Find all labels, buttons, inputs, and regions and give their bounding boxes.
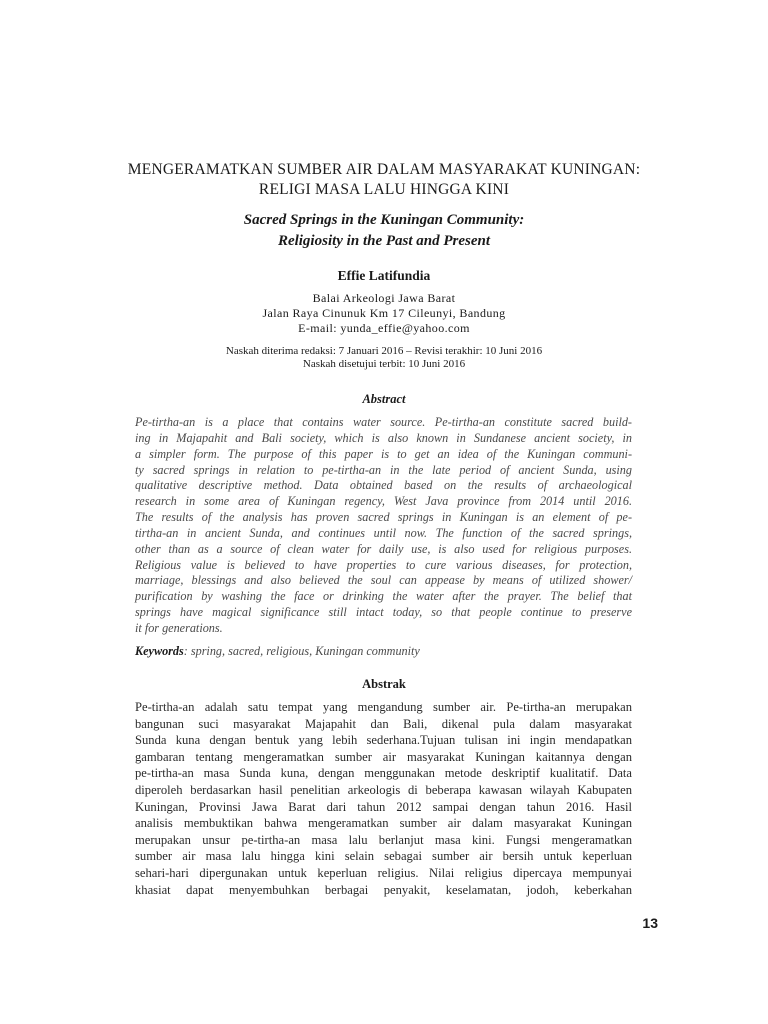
author-name: Effie Latifundia [337,268,431,283]
manuscript-dates [100,345,668,371]
approved-date: Naskah disetujui terbit: 10 Juni 2016 [302,358,466,370]
subtitle-line-2: Religiosity in the Past and Present [277,233,491,249]
affiliation-email: E-mail: yunda_effie@yahoo.com [298,321,470,335]
abstrak-line: analisis membuktikan bahwa mengeramatkan sumber air dalam masyarakat Kuningan [135,816,632,831]
abstrak-body [135,699,632,898]
abstract-line: ing in Majapahit and Bali society, which is also known in Sundanese ancient society, in [135,430,632,445]
abstrak-line: Pe-tirtha-an adalah satu tempat yang mengandung sumber air. Pe-tirtha-an merupakan [135,700,632,714]
abstract-line: The results of the analysis has proven sacred springs in Kuningan is an element of pe- [135,510,632,525]
abstrak-line: gambaran tentang mengeramatkan sumber air masyarakat Kuningan kaitannya dengan [135,749,632,764]
affiliation-address: Jalan Raya Cinunuk Km 17 Cileunyi, Bandung [262,306,506,320]
abstract-heading: Abstract [362,392,406,406]
received-date: Naskah diterima redaksi: 7 Januari 2016 – Revisi terakhir: 10 Juni 2016 [225,345,543,357]
page-number: 13 [642,915,658,931]
abstrak-line: bangunan suci masyarakat Majapahit dan Bali, dikenal pula dalam masyarakat [135,716,632,731]
abstract-line: qualitative descriptive method. Data obtained based on the results of archaeological [135,478,632,493]
abstrak-line: pe-tirtha-an masa Sunda kuna, dengan menggunakan metode deskriptif kualitatif. Data [135,766,632,781]
abstrak-line: diperoleh berdasarkan hasil penelitian arkeologis di beberapa kawasan wilayah Kabupaten [135,782,632,797]
abstract-line: Pe-tirtha-an is a place that contains water source. Pe-tirtha-an constitute sacred build- [135,415,632,429]
author-affiliation [100,291,668,336]
article-title [100,160,668,200]
abstract-line: marriage, blessings and also believed the soul can appease by means of utilized shower/ [135,573,632,588]
abstrak-line: khasiat dapat menyembuhkan berbagai penyakit, keselamatan, jodoh, keberkahan [135,882,632,897]
abstract-body [135,415,632,637]
abstract-line: Religious value is believed to have properties to cure various diseases, for protection, [135,557,632,572]
abstrak-line: sumber air masa lalu hingga kini selain sebagai sumber air bersih untuk keperluan [135,849,632,864]
abstrak-heading: Abstrak [362,677,406,691]
title-line-2: RELIGI MASA LALU HINGGA KINI [258,181,510,198]
abstract-line: springs have magical significance still intact today, so that people continue to preserve [135,605,632,620]
title-line-1: MENGERAMATKAN SUMBER AIR DALAM MASYARAKAT KUNINGAN: [127,161,641,178]
abstract-line: tirtha-an in ancient Sunda, and continues until now. The function of the sacred springs, [135,525,632,540]
keywords-label: Keywords [135,644,184,658]
abstract-line: a simpler form. The purpose of this paper is to get an idea of the Kuningan communi- [135,446,632,461]
abstract-line: it for generations. [135,620,223,635]
keywords-list: : spring, sacred, religious, Kuningan community [183,644,420,658]
article-subtitle [100,210,668,252]
subtitle-line-1: Sacred Springs in the Kuningan Community: [243,212,525,228]
abstrak-line: sehari-hari dipergunakan untuk keperluan religius. Nilai religius dipercaya mempunyai [135,865,632,880]
affiliation-institution: Balai Arkeologi Jawa Barat [312,291,456,305]
keywords [135,644,632,659]
abstract-line: other than as a source of clean water for daily use, is also used for religious purposes. [135,541,632,556]
abstrak-line: Kuningan, Provinsi Jawa Barat dari tahun 2012 sampai dengan tahun 2016. Hasil [135,799,632,814]
abstract-line: ty sacred springs in relation to pe-tirtha-an in the late period of ancient Sunda, using [135,462,632,477]
abstrak-line: Sunda kuna dengan bentuk yang lebih sederhana.Tujuan tulisan ini ingin mendapatkan [135,733,632,748]
abstrak-line: merupakan unsur pe-tirtha-an masa lalu berlanjut masa kini. Fungsi mengeramatkan [135,832,632,847]
abstract-line: research in some area of Kuningan regency, West Java province from 2014 until 2016. [135,494,632,509]
abstract-line: purification by washing the face or drinking the water after the prayer. The belief that [135,589,632,604]
